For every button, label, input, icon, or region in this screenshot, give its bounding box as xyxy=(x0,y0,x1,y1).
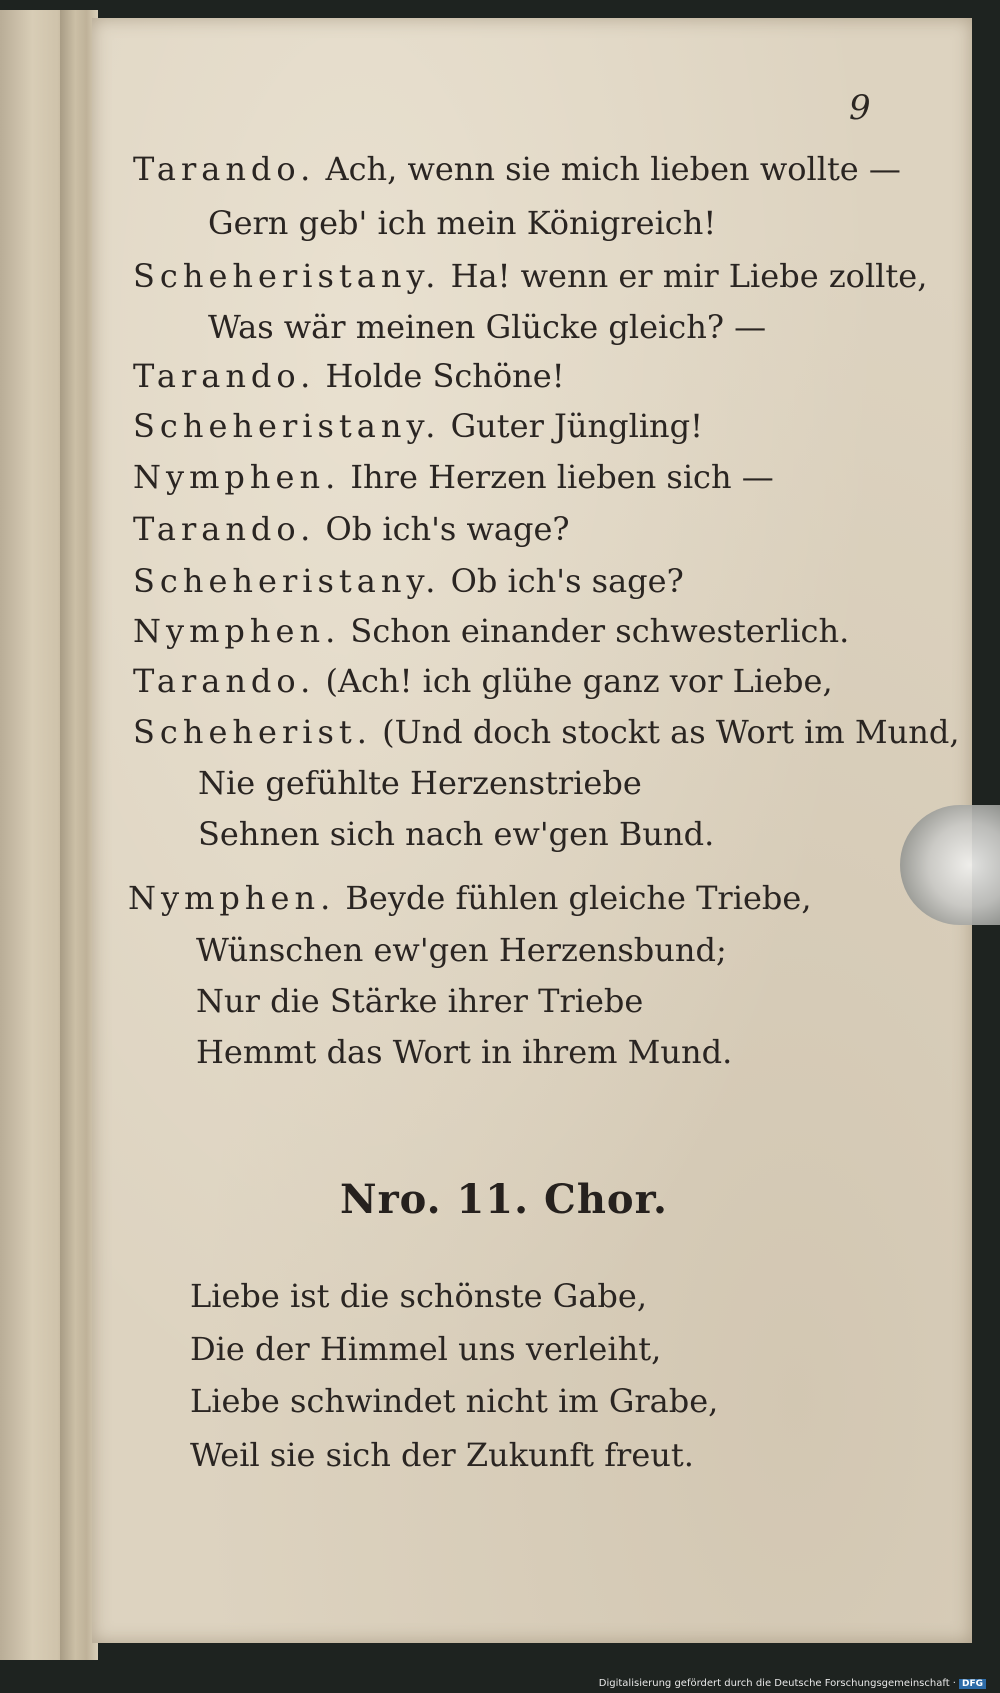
funding-text: Digitalisierung gefördert durch die Deutsche Forschungsgemeinschaft · xyxy=(598,1678,956,1689)
dialogue-line xyxy=(208,308,767,346)
chorus-line: Weil sie sich der Zukunft freut. xyxy=(190,1436,694,1474)
speaker-name: Scheheristany. xyxy=(133,257,441,295)
line-text: Nur die Stärke ihrer Triebe xyxy=(196,982,644,1020)
dialogue-line xyxy=(128,879,812,917)
dialogue-line xyxy=(198,764,642,802)
dialogue-line xyxy=(133,662,833,700)
dialogue-line xyxy=(133,510,570,548)
page-number: 9 xyxy=(849,88,871,128)
line-text: Nie gefühlte Herzenstriebe xyxy=(198,764,642,802)
line-text: (Ach! ich glühe ganz vor Liebe, xyxy=(325,662,833,700)
dialogue-line xyxy=(196,931,727,969)
speaker-name: Scheheristany. xyxy=(133,407,441,445)
dialogue-line xyxy=(133,357,565,395)
dialogue-line xyxy=(208,204,717,242)
funding-credit xyxy=(599,1678,986,1689)
dfg-logo: DFG xyxy=(959,1679,986,1689)
dialogue-line xyxy=(133,257,928,295)
speaker-name: Tarando. xyxy=(133,150,316,188)
chorus-line: Liebe schwindet nicht im Grabe, xyxy=(190,1382,719,1420)
line-text: Gern geb' ich mein Königreich! xyxy=(208,204,717,242)
line-text: Ob ich's sage? xyxy=(450,562,684,600)
dialogue-line xyxy=(198,815,715,853)
speaker-name: Tarando. xyxy=(133,357,316,395)
line-text: Hemmt das Wort in ihrem Mund. xyxy=(196,1033,733,1071)
dialogue-line xyxy=(133,150,901,188)
speaker-name: Tarando. xyxy=(133,662,316,700)
dialogue-line xyxy=(196,982,644,1020)
dialogue-line xyxy=(196,1033,733,1071)
dialogue-line xyxy=(133,562,684,600)
line-text: Ihre Herzen lieben sich — xyxy=(350,458,774,496)
chorus-line: Die der Himmel uns verleiht, xyxy=(190,1330,662,1368)
chorus-line: Liebe ist die schönste Gabe, xyxy=(190,1277,647,1315)
dialogue-line xyxy=(133,612,850,650)
dialogue-line xyxy=(133,713,960,751)
speaker-name: Scheheristany. xyxy=(133,562,441,600)
speaker-name: Nymphen. xyxy=(128,879,336,917)
line-text: Was wär meinen Glücke gleich? — xyxy=(208,308,767,346)
speaker-name: Scheherist. xyxy=(133,713,372,751)
line-text: Wünschen ew'gen Herzensbund; xyxy=(196,931,727,969)
speaker-name: Nymphen. xyxy=(133,612,341,650)
dialogue-line xyxy=(133,458,774,496)
line-text: Schon einander schwesterlich. xyxy=(350,612,850,650)
line-text: Guter Jüngling! xyxy=(450,407,703,445)
speaker-name: Nymphen. xyxy=(133,458,341,496)
line-text: Ob ich's wage? xyxy=(325,510,570,548)
line-text: Sehnen sich nach ew'gen Bund. xyxy=(198,815,715,853)
dialogue-line xyxy=(133,407,703,445)
line-text: Holde Schöne! xyxy=(325,357,565,395)
speaker-name: Tarando. xyxy=(133,510,316,548)
section-heading: Nro. 11. Chor. xyxy=(340,1176,668,1223)
line-text: Ha! wenn er mir Liebe zollte, xyxy=(450,257,928,295)
line-text: Ach, wenn sie mich lieben wollte — xyxy=(325,150,901,188)
line-text: Beyde fühlen gleiche Triebe, xyxy=(345,879,812,917)
line-text: (Und doch stockt as Wort im Mund, xyxy=(382,713,960,751)
